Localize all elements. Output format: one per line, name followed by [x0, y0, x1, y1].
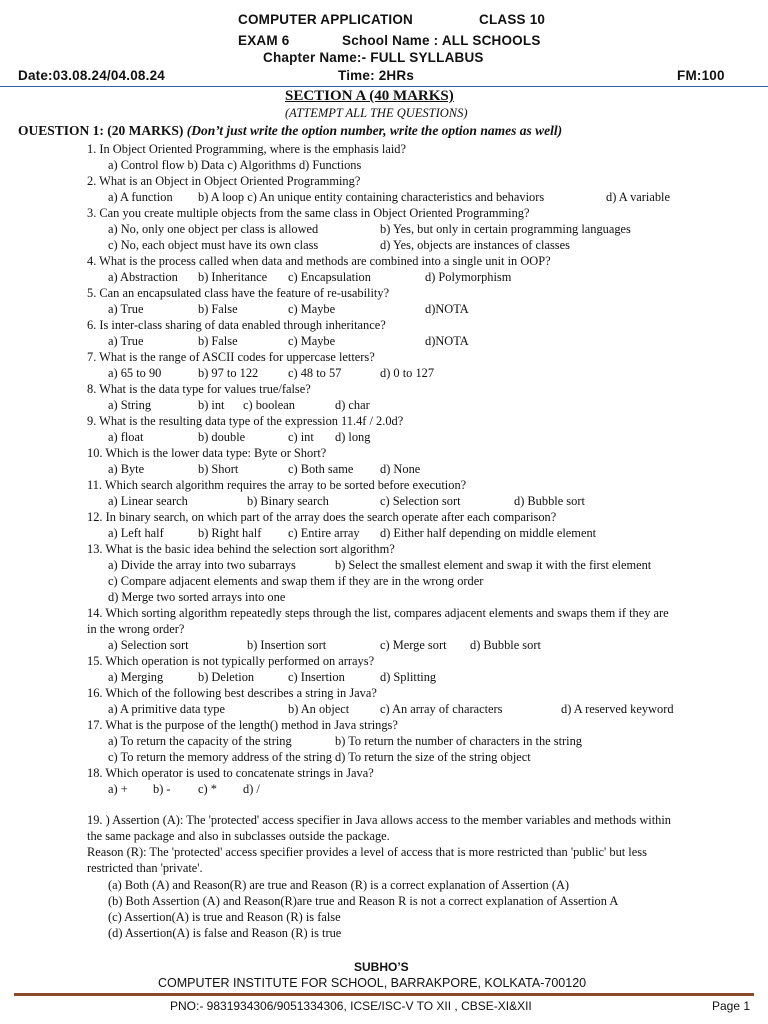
assertion-option-b: (b) Both Assertion (A) and Reason(R)are true and Reason R is not a correct explanation of Assertion A [108, 894, 619, 908]
question-7-option: d) 0 to 127 [380, 366, 435, 380]
question-heading-label: OUESTION 1: (20 MARKS) [18, 123, 187, 138]
question-9-option: a) float [108, 430, 144, 444]
question-6-option: a) True [108, 334, 144, 348]
question-9-option: c) int [288, 430, 314, 444]
question-4-option: c) Encapsulation [288, 270, 371, 284]
question-10-option: c) Both same [288, 462, 354, 476]
page-number: Page 1 [712, 999, 751, 1013]
question-15-option: c) Insertion [288, 670, 345, 684]
question-17-option: c) To return the memory address of the string [108, 750, 332, 764]
question-9-option: d) long [335, 430, 371, 444]
question-6: 6. Is inter-class sharing of data enabled through inheritance? [87, 318, 386, 332]
question-2-option: a) A function [108, 190, 173, 204]
section-title: SECTION A (40 MARKS) [285, 88, 454, 104]
question-3: 3. Can you create multiple objects from the same class in Object Oriented Programming? [87, 206, 530, 220]
question-12-option: b) Right half [198, 526, 262, 540]
footer-phone: PNO:- 9831934306/9051334306, ICSE/ISC-V TO XII , CBSE-XI&XII [170, 999, 532, 1013]
question-13-option: c) Compare adjacent elements and swap them if they are in the wrong order [108, 574, 484, 588]
question-15: 15. Which operation is not typically performed on arrays? [87, 654, 375, 668]
school-name: School Name : ALL SCHOOLS [342, 33, 541, 48]
question-14-cont: in the wrong order? [87, 622, 185, 636]
question-1: 1. In Object Oriented Programming, where is the emphasis laid? [87, 142, 406, 156]
question-5-option: d)NOTA [425, 302, 469, 316]
question-13: 13. What is the basic idea behind the selection sort algorithm? [87, 542, 395, 556]
assertion-option-a: (a) Both (A) and Reason(R) are true and Reason (R) is a correct explanation of Assertion (A) [108, 878, 570, 892]
question-9: 9. What is the resulting data type of the expression 11.4f / 2.0d? [87, 414, 404, 428]
assertion-line-1: 19. ) Assertion (A): The 'protected' access specifier in Java allows access to the member variables and methods within [87, 813, 672, 827]
question-16-option: d) A reserved keyword [561, 702, 674, 716]
exam-date: Date:03.08.24/04.08.24 [18, 68, 166, 83]
question-15-option: d) Splitting [380, 670, 437, 684]
question-11-option: d) Bubble sort [514, 494, 585, 508]
assertion-option-d: (d) Assertion(A) is false and Reason (R) is true [108, 926, 342, 940]
question-10: 10. Which is the lower data type: Byte or Short? [87, 446, 327, 460]
question-3-option: d) Yes, objects are instances of classes [380, 238, 570, 252]
question-16-option: c) An array of characters [380, 702, 503, 716]
question-2-option: d) A variable [606, 190, 670, 204]
question-13-option: b) Select the smallest element and swap it with the first element [335, 558, 652, 572]
question-instruction: (Don’t just write the option number, write the option names as well) [186, 123, 563, 138]
full-marks: FM:100 [677, 68, 725, 83]
reason-line-2: restricted than 'private'. [87, 861, 203, 875]
question-15-option: b) Deletion [198, 670, 255, 684]
question-3-option: b) Yes, but only in certain programming languages [380, 222, 631, 236]
question-14-option: b) Insertion sort [247, 638, 327, 652]
question-18-option: b) - [153, 782, 171, 796]
question-heading [18, 123, 562, 139]
question-11-option: a) Linear search [108, 494, 188, 508]
question-6-option: c) Maybe [288, 334, 336, 348]
question-7: 7. What is the range of ASCII codes for uppercase letters? [87, 350, 375, 364]
assertion-option-c: (c) Assertion(A) is true and Reason (R) is false [108, 910, 341, 924]
subject-title: COMPUTER APPLICATION [238, 12, 413, 27]
question-3-option: c) No, each object must have its own class [108, 238, 319, 252]
question-17: 17. What is the purpose of the length() method in Java strings? [87, 718, 398, 732]
question-12-option: c) Entire array [288, 526, 360, 540]
question-4-option: b) Inheritance [198, 270, 268, 284]
question-18-option: d) / [243, 782, 260, 796]
question-17-option: b) To return the number of characters in the string [335, 734, 582, 748]
reason-line-1: Reason (R): The 'protected' access specifier provides a level of access that is more restricted than 'public' but less [87, 845, 647, 859]
question-16-option: b) An object [288, 702, 350, 716]
question-9-option: b) double [198, 430, 246, 444]
question-7-option: b) 97 to 122 [198, 366, 259, 380]
question-8-option: a) String [108, 398, 152, 412]
question-8-option: c) boolean [243, 398, 295, 412]
question-6-option: b) False [198, 334, 238, 348]
question-10-option: d) None [380, 462, 421, 476]
assertion-line-2: the same package and also in subclasses outside the package. [87, 829, 390, 843]
question-18-option: c) * [198, 782, 217, 796]
question-16-option: a) A primitive data type [108, 702, 225, 716]
question-13-option: a) Divide the array into two subarrays [108, 558, 296, 572]
footer-brand: SUBHO’S [354, 960, 409, 974]
question-14-option: c) Merge sort [380, 638, 447, 652]
exam-time: Time: 2HRs [338, 68, 415, 83]
class-label: CLASS 10 [479, 12, 546, 27]
question-17-option: d) To return the size of the string object [335, 750, 531, 764]
question-14-option: a) Selection sort [108, 638, 189, 652]
question-17-option: a) To return the capacity of the string [108, 734, 292, 748]
question-18-option: a) + [108, 782, 128, 796]
footer-institute: COMPUTER INSTITUTE FOR SCHOOL, BARRAKPORE, KOLKATA-700120 [158, 976, 587, 990]
question-12-option: d) Either half depending on middle element [380, 526, 597, 540]
question-7-option: a) 65 to 90 [108, 366, 162, 380]
question-14-option: d) Bubble sort [470, 638, 541, 652]
question-1-option: a) Control flow b) Data c) Algorithms d) Functions [108, 158, 362, 172]
question-12-option: a) Left half [108, 526, 164, 540]
question-8-option: b) int [198, 398, 225, 412]
question-12: 12. In binary search, on which part of the array does the search operate after each comparison? [87, 510, 557, 524]
question-14: 14. Which sorting algorithm repeatedly steps through the list, compares adjacent elements and swaps them if they are [87, 606, 669, 620]
footer-divider [14, 993, 754, 996]
question-11: 11. Which search algorithm requires the array to be sorted before execution? [87, 478, 467, 492]
question-11-option: b) Binary search [247, 494, 329, 508]
question-7-option: c) 48 to 57 [288, 366, 342, 380]
question-8-option: d) char [335, 398, 370, 412]
question-4-option: a) Abstraction [108, 270, 178, 284]
question-3-option: a) No, only one object per class is allowed [108, 222, 319, 236]
question-10-option: a) Byte [108, 462, 145, 476]
question-5: 5. Can an encapsulated class have the feature of re-usability? [87, 286, 390, 300]
question-10-option: b) Short [198, 462, 239, 476]
question-6-option: d)NOTA [425, 334, 469, 348]
question-18: 18. Which operator is used to concatenate strings in Java? [87, 766, 374, 780]
question-2: 2. What is an Object in Object Oriented Programming? [87, 174, 361, 188]
question-13-option: d) Merge two sorted arrays into one [108, 590, 286, 604]
question-11-option: c) Selection sort [380, 494, 461, 508]
question-5-option: b) False [198, 302, 238, 316]
question-16: 16. Which of the following best describes a string in Java? [87, 686, 377, 700]
header-divider [0, 86, 768, 87]
question-5-option: c) Maybe [288, 302, 336, 316]
question-4: 4. What is the process called when data and methods are combined into a single unit in OOP? [87, 254, 551, 268]
question-8: 8. What is the data type for values true/false? [87, 382, 311, 396]
question-5-option: a) True [108, 302, 144, 316]
question-15-option: a) Merging [108, 670, 164, 684]
question-2-option: b) A loop c) An unique entity containing characteristics and behaviors [198, 190, 545, 204]
exam-label: EXAM 6 [238, 33, 290, 48]
question-4-option: d) Polymorphism [425, 270, 512, 284]
section-subtitle: (ATTEMPT ALL THE QUESTIONS) [285, 106, 468, 120]
chapter-name: Chapter Name:- FULL SYLLABUS [263, 50, 484, 65]
